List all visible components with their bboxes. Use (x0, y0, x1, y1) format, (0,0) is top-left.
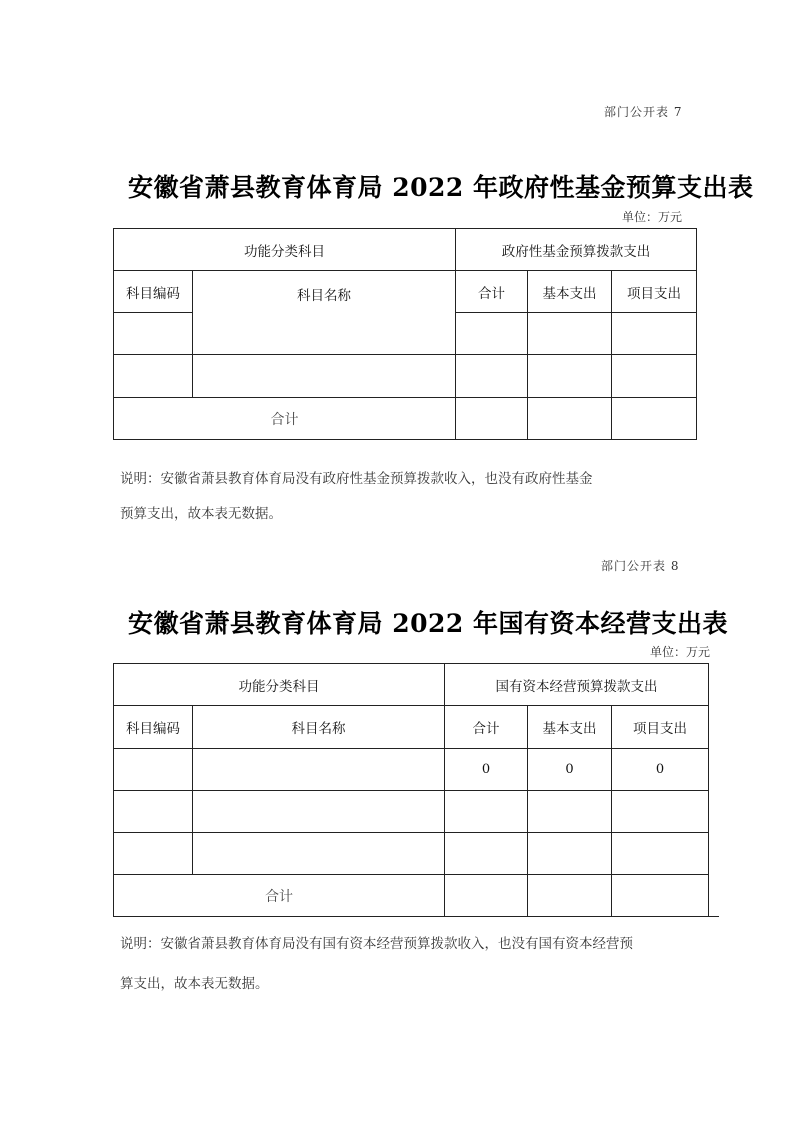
table-row (114, 749, 709, 791)
header-functional-classification: 功能分类科目 (114, 664, 445, 706)
explanation-note-line-1: 说明：安徽省萧县教育体育局没有国有资本经营预算拨款收入，也没有国有资本经营预 (120, 936, 633, 952)
cell-basic (528, 355, 612, 398)
total-label: 合计 (114, 875, 445, 917)
header-project-expenditure: 项目支出 (612, 271, 697, 313)
cell-total (456, 398, 528, 440)
table-row (114, 791, 709, 833)
header-total: 合计 (456, 271, 528, 313)
table-row (114, 355, 697, 398)
cell-project (612, 355, 697, 398)
cell-code (114, 355, 193, 398)
cell-name (193, 833, 445, 875)
explanation-note-line-2: 算支出，故本表无数据。 (120, 976, 269, 992)
table-number-tag: 部门公开表 7 (604, 105, 683, 119)
cell-name (193, 355, 456, 398)
total-row (114, 875, 709, 917)
cell-basic (528, 875, 612, 917)
government-fund-expenditure-table (113, 228, 697, 440)
explanation-note-line-1: 说明：安徽省萧县教育体育局没有政府性基金预算拨款收入，也没有政府性基金 (120, 471, 593, 487)
cell-code (114, 313, 193, 355)
header-subject-code: 科目编码 (114, 706, 193, 749)
cell-project (612, 791, 709, 833)
cell-project: 0 (612, 749, 709, 791)
unit-label: 单位：万元 (622, 210, 683, 224)
header-basic-expenditure: 基本支出 (528, 706, 612, 749)
page-title: 安徽省萧县教育体育局 2022 年国有资本经营支出表 (128, 609, 728, 638)
cell-total (456, 313, 528, 355)
cell-project (612, 313, 697, 355)
header-state-capital-appropriation: 国有资本经营预算拨款支出 (445, 664, 709, 706)
cell-total (445, 833, 528, 875)
cell-name (193, 791, 445, 833)
table-row (114, 833, 709, 875)
cell-project (612, 833, 709, 875)
total-label: 合计 (114, 398, 456, 440)
cell-total (445, 791, 528, 833)
cell-basic (528, 833, 612, 875)
cell-code (114, 749, 193, 791)
table-border-extension (700, 916, 719, 917)
unit-label: 单位：万元 (650, 645, 711, 659)
header-subject-name: 科目名称 (193, 271, 456, 355)
cell-project (612, 398, 697, 440)
cell-code (114, 791, 193, 833)
explanation-note-line-2: 预算支出，故本表无数据。 (120, 506, 282, 522)
header-basic-expenditure: 基本支出 (528, 271, 612, 313)
cell-code (114, 833, 193, 875)
header-project-expenditure: 项目支出 (612, 706, 709, 749)
total-row (114, 398, 697, 440)
header-subject-code: 科目编码 (114, 271, 193, 313)
header-government-fund-appropriation: 政府性基金预算拨款支出 (456, 229, 697, 271)
cell-total (456, 355, 528, 398)
cell-total (445, 875, 528, 917)
cell-basic (528, 791, 612, 833)
state-capital-operation-expenditure-table (113, 663, 709, 917)
cell-basic: 0 (528, 749, 612, 791)
cell-basic (528, 313, 612, 355)
table-number-tag: 部门公开表 8 (601, 559, 680, 573)
cell-total: 0 (445, 749, 528, 791)
cell-project (612, 875, 709, 917)
cell-name (193, 749, 445, 791)
header-subject-name: 科目名称 (193, 706, 445, 749)
page-title: 安徽省萧县教育体育局 2022 年政府性基金预算支出表 (128, 173, 754, 202)
header-functional-classification: 功能分类科目 (114, 229, 456, 271)
cell-basic (528, 398, 612, 440)
header-total: 合计 (445, 706, 528, 749)
